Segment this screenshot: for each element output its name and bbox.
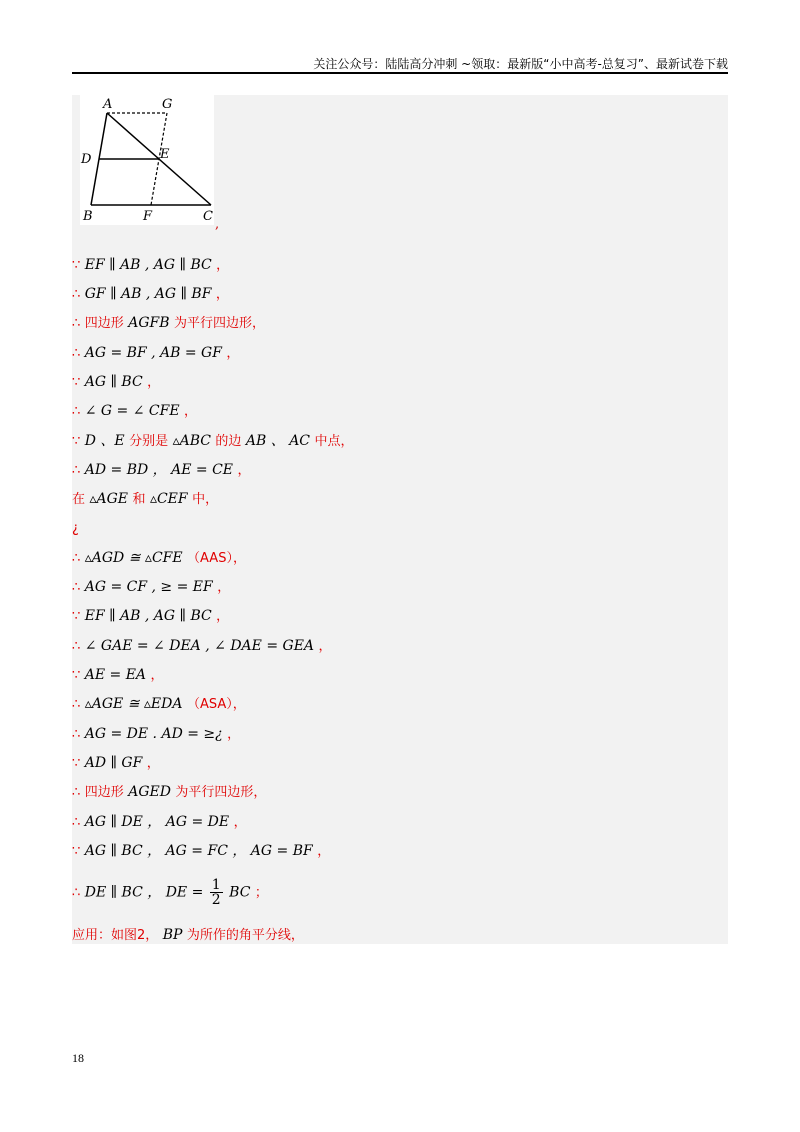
proof-line	[72, 548, 246, 568]
symbol: ∵	[72, 756, 81, 771]
math-text: AGED	[128, 784, 171, 800]
math-text: AG ∥ BC	[84, 374, 143, 390]
label-E: E	[160, 147, 170, 162]
proof-line	[72, 343, 239, 363]
symbol: ∴	[72, 404, 81, 419]
suffix-text: （AAS），	[187, 551, 246, 566]
math-text: AG = DE . AD = ≥¿	[84, 726, 223, 742]
symbol: ∴	[72, 551, 81, 566]
label-G: G	[162, 97, 173, 112]
punctuation: ，	[227, 727, 241, 742]
symbol: ∴	[72, 463, 81, 478]
prefix-text: 四边形	[84, 316, 124, 331]
figure-comma: ,	[215, 217, 220, 232]
label-F: F	[143, 209, 153, 224]
math-text: EF ∥ AB , AG ∥ BC	[84, 608, 212, 624]
suffix-text: （ASA），	[186, 697, 246, 712]
punctuation: ，	[317, 844, 331, 859]
math-text: ∠ GAE = ∠ DEA , ∠ DAE = GEA	[84, 638, 315, 654]
math-text: GF ∥ AB , AG ∥ BF	[84, 286, 212, 302]
punctuation: ，	[233, 815, 247, 830]
symbol: ∴	[72, 316, 81, 331]
fraction-numerator: 1	[211, 877, 221, 893]
symbol: ∴	[72, 697, 81, 712]
math-text: ▵AGD ≅ ▵CFE	[84, 550, 183, 566]
header-divider	[72, 72, 728, 74]
proof-line	[72, 841, 330, 861]
proof-line	[72, 401, 197, 421]
label-A: A	[103, 97, 113, 112]
math-text: DE ∥ BC ， DE =	[84, 884, 204, 901]
punctuation: ，	[216, 258, 230, 273]
math-text: ∠ G = ∠ CFE	[84, 403, 180, 419]
proof-line	[72, 284, 229, 304]
symbol: ∵	[72, 258, 81, 273]
suffix-text: 和	[132, 492, 146, 507]
punctuation: ，	[215, 287, 229, 302]
symbol: ∴	[72, 785, 81, 800]
symbol: ∵	[72, 609, 81, 624]
symbol: ∴	[72, 580, 81, 595]
symbol: ∵	[72, 668, 81, 683]
math-text: AE = EA	[84, 667, 147, 683]
math-text: D 、E	[84, 433, 125, 449]
math-text: EF ∥ AB , AG ∥ BC	[84, 257, 212, 273]
suffix-text-2: 的边	[215, 434, 242, 449]
proof-line	[72, 665, 164, 685]
punctuation: ，	[237, 463, 251, 478]
punctuation: ，	[146, 756, 160, 771]
suffix-text: 为平行四边形，	[175, 785, 267, 800]
suffix-text-3: 中点，	[314, 434, 354, 449]
proof-line	[72, 782, 266, 802]
fraction-denominator: 2	[211, 892, 221, 908]
punctuation: ，	[184, 404, 198, 419]
proof-line	[72, 460, 250, 480]
proof-line	[72, 489, 218, 509]
punctuation: ，	[318, 639, 332, 654]
math-text-3: AB 、 AC	[245, 433, 311, 449]
proof-line	[72, 518, 79, 538]
label-B: B	[83, 209, 93, 224]
proof-line	[72, 636, 332, 656]
punctuation: ，	[216, 609, 230, 624]
math-text: BP	[162, 927, 183, 943]
math-text: AD = BD ， AE = CE	[84, 462, 234, 478]
math-text: ▵AGE	[89, 491, 129, 507]
proof-line	[72, 372, 160, 392]
proof-line	[72, 694, 246, 714]
proof-line	[72, 753, 160, 773]
math-text: ▵AGE ≅ ▵EDA	[84, 696, 183, 712]
geometry-figure	[80, 95, 214, 225]
math-text: AG = BF , AB = GF	[84, 345, 222, 361]
proof-line	[72, 724, 240, 744]
proof-line	[72, 606, 229, 626]
math-text: AG ∥ BC ， AG = FC ， AG = BF	[84, 843, 313, 859]
math-text: AGFB	[128, 315, 170, 331]
suffix-text-2: 中，	[192, 492, 219, 507]
punctuation: ，	[147, 375, 161, 390]
punctuation: ，	[150, 668, 164, 683]
proof-line	[72, 577, 230, 597]
symbol: ∵	[72, 375, 81, 390]
page-header: 关注公众号：陆陆高分冲刺 ~领取：最新版“小中高考-总复习”、最新试卷下载	[313, 57, 728, 71]
proof-line	[72, 812, 247, 832]
solution-content	[72, 95, 728, 944]
page-number: 18	[72, 1051, 84, 1065]
prefix-text: 在	[72, 492, 86, 507]
math-text-2: ▵CEF	[149, 491, 188, 507]
symbol: ∴	[72, 815, 81, 830]
symbol: ∴	[72, 287, 81, 302]
application-line	[72, 925, 304, 945]
suffix-text: 为所作的角平分线，	[186, 928, 304, 943]
punctuation: ，	[217, 580, 231, 595]
proof-line	[72, 255, 229, 275]
prefix-text: ¿	[72, 521, 79, 536]
symbol: ∴	[72, 727, 81, 742]
suffix-text: 为平行四边形，	[173, 316, 265, 331]
proof-line	[72, 431, 353, 451]
math-text: AG = CF , ≥ = EF	[84, 579, 213, 595]
math-text: AG ∥ DE ， AG = DE	[84, 814, 230, 830]
prefix-text: 应用：如图2，	[72, 928, 159, 943]
proof-line	[72, 313, 265, 333]
symbol: ∴	[72, 346, 81, 361]
label-D: D	[81, 152, 92, 167]
symbol: ∵	[72, 434, 81, 449]
fraction	[210, 878, 223, 907]
punctuation: ，	[226, 346, 240, 361]
prefix-text: 四边形	[84, 785, 124, 800]
math-text: AD ∥ GF	[84, 755, 143, 771]
fraction-line	[72, 877, 268, 908]
suffix-text: 分别是	[129, 434, 169, 449]
math-text-2: ▵ABC	[172, 433, 211, 449]
symbol: ∴	[72, 885, 81, 901]
symbol: ∴	[72, 639, 81, 654]
math-text-2: BC	[229, 884, 251, 901]
label-C: C	[203, 209, 213, 224]
punctuation: ；	[254, 885, 268, 901]
symbol: ∵	[72, 844, 81, 859]
